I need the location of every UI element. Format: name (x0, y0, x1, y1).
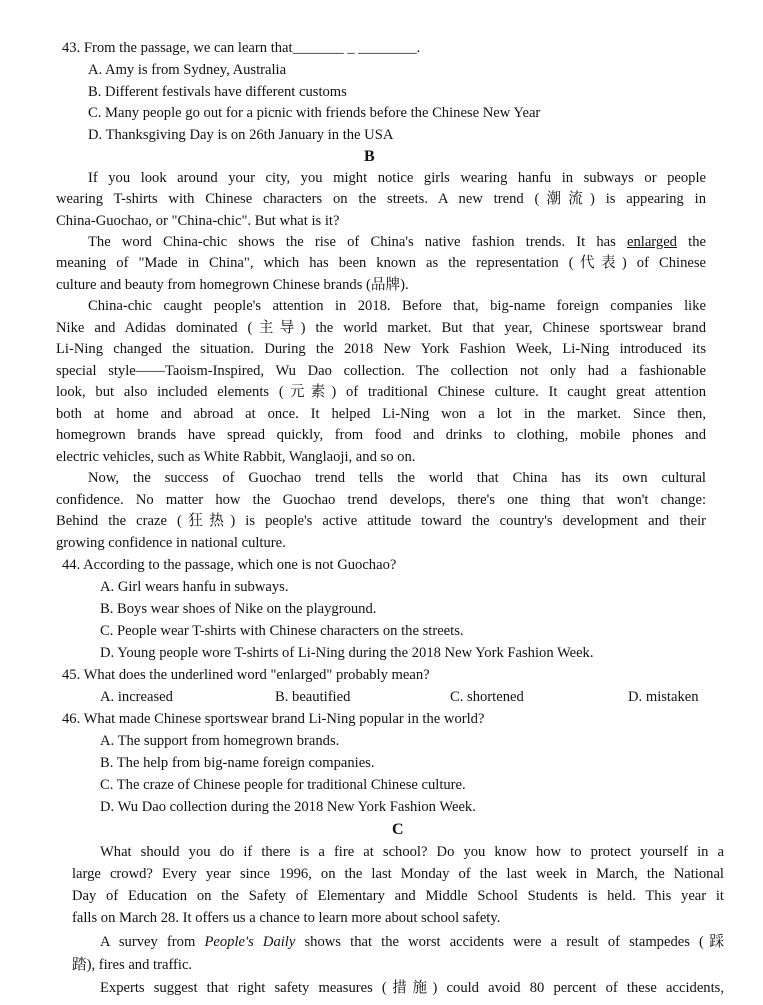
passage-text: shows that the worst accidents were a result of stampedes (踩 (304, 934, 725, 950)
passage-b-p1-l2: wearing T-shirts with Chinese characters on the streets. A new trend (潮流) is appearing in (56, 191, 706, 207)
q45-option-d: D. mistaken (628, 689, 699, 705)
q44-option-b: B. Boys wear shoes of Nike on the playground. (100, 601, 377, 617)
passage-b-p3-l7: homegrown brands have spread quickly, from food and drinks to clothing, mobile phones and (56, 427, 706, 443)
passage-b-p1-l1: If you look around your city, you might notice girls wearing hanfu in subways or people (88, 170, 706, 186)
q44-option-c: C. People wear T-shirts with Chinese characters on the streets. (100, 623, 464, 639)
question-43-stem (62, 38, 420, 60)
q43-option-a: A. Amy is from Sydney, Australia (88, 62, 287, 78)
q45-option-b: B. beautified (275, 689, 351, 705)
passage-b-p3-l8: electric vehicles, such as White Rabbit, Wanglaoji, and so on. (56, 449, 416, 465)
passage-b-p3-l2: Nike and Adidas dominated (主导) the world market. But that year, Chinese sportswear brand (56, 320, 706, 336)
q45-option-c: C. shortened (450, 689, 524, 705)
passage-b-p3-l1: China-chic caught people's attention in 2018. Before that, big-name foreign companies like (88, 298, 706, 314)
passage-c-p1-l3: Day of Education on the Safety of Elementary and Middle School Students is held. This year it (72, 888, 724, 904)
passage-c-p1-l2: large crowd? Every year since 1996, on the last Monday of the last week in March, the National (72, 866, 724, 882)
question-44-stem: 44. According to the passage, which one is not Guochao? (62, 557, 397, 573)
passage-b-p4-l3: Behind the craze (狂热) is people's active attitude toward the country's development and their (56, 513, 706, 529)
passage-b-p4-l2: confidence. No matter how the Guochao trend develops, there's one thing that won't change: (56, 492, 706, 508)
q43-option-c: C. Many people go out for a picnic with friends before the Chinese New Year (88, 105, 541, 121)
passage-b-p3-l4: special style——Taoism-Inspired, Wu Dao collection. The collection not only had a fashionable (56, 363, 706, 379)
passage-c-p2-l2: 踏), fires and traffic. (72, 957, 193, 973)
passage-b-p4-l4: growing confidence in national culture. (56, 535, 286, 551)
section-b-heading: B (364, 148, 375, 165)
passage-c-p1-l1: What should you do if there is a fire at school? Do you know how to protect yourself in a (100, 844, 724, 860)
question-45-stem: 45. What does the underlined word "enlarged" probably mean? (62, 667, 430, 683)
q46-option-c: C. The craze of Chinese people for traditional Chinese culture. (100, 777, 466, 793)
q46-option-b: B. The help from big-name foreign companies. (100, 755, 375, 771)
passage-b-p1-l3: China-Guochao, or "China-chic". But what is it? (56, 213, 340, 229)
q45-option-a: A. increased (100, 689, 173, 705)
passage-b-p3-l6: both at home and abroad at once. It helped Li-Ning won a lot in the market. Since then, (56, 406, 706, 422)
question-43-end: . (416, 40, 421, 56)
passage-c-p2-l1 (100, 932, 724, 954)
q44-option-a: A. Girl wears hanfu in subways. (100, 579, 289, 595)
passage-text: The word China-chic shows the rise of China's native fashion trends. It has (88, 234, 616, 250)
passage-b-p3-l3: Li-Ning changed the situation. During the 2018 New York Fashion Week, Li-Ning introduced its (56, 341, 706, 357)
newspaper-name: People's Daily (204, 934, 296, 950)
passage-b-p3-l5: look, but also included elements (元素) of traditional Chinese culture. It caught great attention (56, 384, 706, 400)
section-c-heading: C (392, 821, 404, 838)
passage-c-p3-l1: Experts suggest that right safety measures (措施) could avoid 80 percent of these accidents, (100, 980, 724, 996)
passage-text: A survey from (100, 934, 196, 950)
q44-option-d: D. Young people wore T-shirts of Li-Ning during the 2018 New York Fashion Week. (100, 645, 594, 661)
passage-b-p2-l3: culture and beauty from homegrown Chinese brands (品牌). (56, 277, 409, 293)
question-43-text: 43. From the passage, we can learn that (62, 40, 293, 56)
passage-b-p2-l2: meaning of "Made in China", which has been known as the representation (代表) of Chinese (56, 255, 706, 271)
q46-option-a: A. The support from homegrown brands. (100, 733, 340, 749)
q43-option-b: B. Different festivals have different customs (88, 84, 347, 100)
q43-option-d: D. Thanksgiving Day is on 26th January in the USA (88, 127, 394, 143)
passage-text: the (688, 234, 707, 250)
question-46-stem: 46. What made Chinese sportswear brand Li-Ning popular in the world? (62, 711, 485, 727)
passage-c-p1-l4: falls on March 28. It offers us a chance to learn more about school safety. (72, 910, 501, 926)
passage-b-p2-l1 (88, 232, 706, 254)
underlined-word: enlarged (627, 234, 677, 250)
q46-option-d: D. Wu Dao collection during the 2018 New York Fashion Week. (100, 799, 476, 815)
passage-b-p4-l1: Now, the success of Guochao trend tells the world that China has its own cultural (88, 470, 706, 486)
answer-blank: _______ _ ________ (292, 40, 417, 56)
